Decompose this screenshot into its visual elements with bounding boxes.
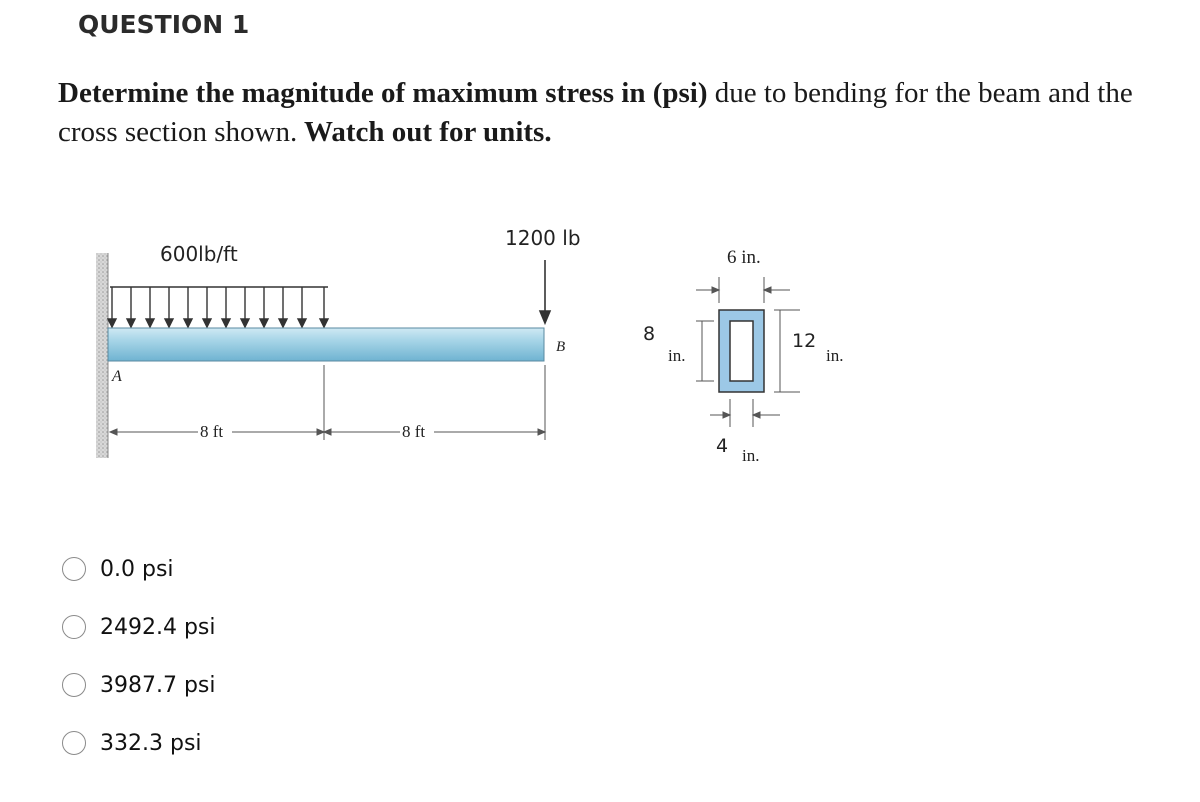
prompt-bold-part: Determine the magnitude of maximum stress in (psi) xyxy=(58,77,708,109)
point-load-arrow xyxy=(540,260,550,323)
dim-bottom-width: 4 xyxy=(716,435,729,457)
question-prompt xyxy=(58,74,1168,152)
question-header: QUESTION 1 xyxy=(78,10,250,39)
answer-label: 3987.7 psi xyxy=(100,672,216,698)
section-inner xyxy=(730,321,753,381)
answer-option-3[interactable] xyxy=(62,656,216,714)
dim-top-width: 6 in. xyxy=(727,247,761,268)
cross-section xyxy=(719,310,764,392)
distributed-load-label: 600lb/ft xyxy=(160,242,238,266)
dim-outer-height-unit: in. xyxy=(668,346,686,365)
dim-inner-height-unit: in. xyxy=(826,346,844,365)
radio-button[interactable] xyxy=(62,731,86,755)
span-2-label: 8 ft xyxy=(402,422,426,441)
answer-options xyxy=(62,540,216,772)
distributed-load-arrows xyxy=(108,287,328,327)
point-load-label: 1200 lb xyxy=(505,226,581,250)
wall-support xyxy=(96,253,108,458)
radio-button[interactable] xyxy=(62,615,86,639)
answer-option-1[interactable] xyxy=(62,540,216,598)
answer-option-4[interactable] xyxy=(62,714,216,772)
answer-label: 332.3 psi xyxy=(100,730,202,756)
answer-label: 0.0 psi xyxy=(100,556,174,582)
support-label-a: A xyxy=(112,368,122,385)
radio-button[interactable] xyxy=(62,673,86,697)
prompt-plain-part: due to bending for the beam and the cross section shown. xyxy=(58,77,1133,148)
answer-label: 2492.4 psi xyxy=(100,614,216,640)
dim-inner-height: 12 xyxy=(792,330,817,352)
beam-figure xyxy=(90,215,890,475)
end-label-b: B xyxy=(556,339,566,355)
dim-bottom-width-unit: in. xyxy=(742,446,760,465)
span-dimension-line xyxy=(110,365,545,440)
beam xyxy=(108,328,544,361)
answer-option-2[interactable] xyxy=(62,598,216,656)
radio-button[interactable] xyxy=(62,557,86,581)
prompt-units-warning: Watch out for units. xyxy=(297,116,552,148)
dim-outer-height: 8 xyxy=(643,323,656,345)
span-1-label: 8 ft xyxy=(200,422,224,441)
